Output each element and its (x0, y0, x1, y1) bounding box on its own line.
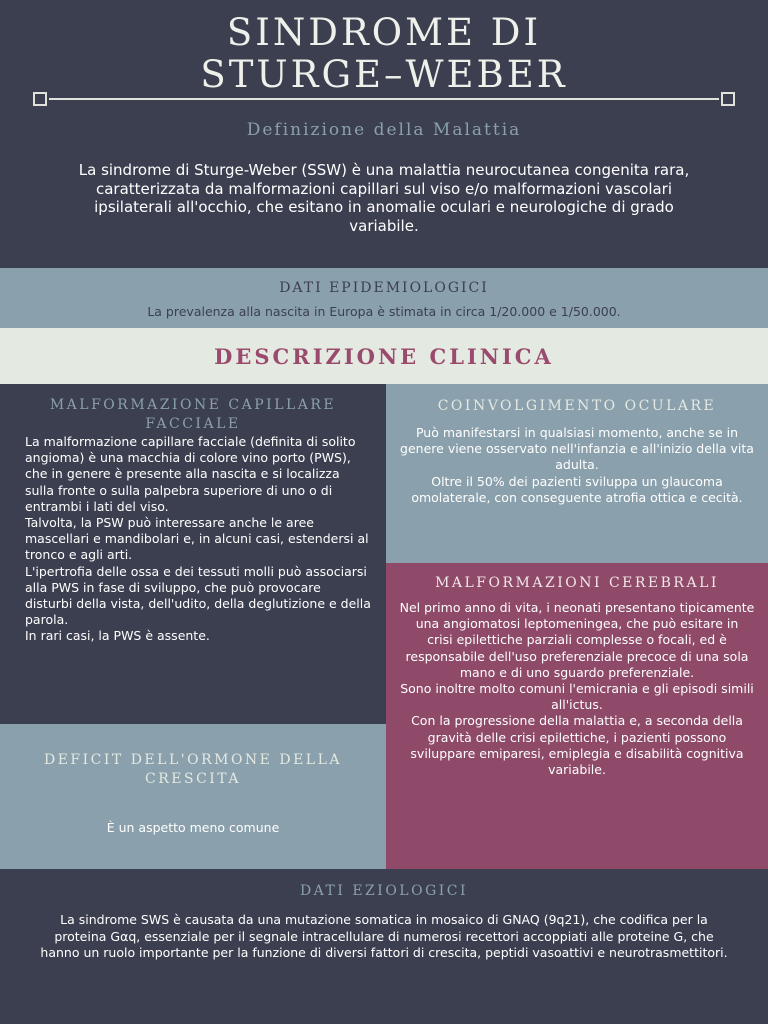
title-line-2: STURGE–WEBER (200, 53, 568, 96)
ocular-involvement-heading: COINVOLGIMENTO OCULARE (437, 398, 717, 414)
facial-malformation-text (0, 434, 386, 645)
epidemiology-text: La prevalenza alla nascita in Europa è stimata in circa 1/20.000 e 1/50.000. (147, 304, 621, 319)
facial-paragraph-1: La malformazione capillare facciale (definita di solito angioma) è una macchia di colore vino porto (PWS), che in genere è presente alla nascita e si localizza sulla fronte o sulla palpebra superiore di uno o di entrambi i lati del viso. (25, 434, 356, 514)
epidemiology-heading: DATI EPIDEMIOLOGICI (279, 280, 489, 296)
title-line-1: SINDROME DI (226, 11, 542, 54)
clinical-description-heading: DESCRIZIONE CLINICA (214, 344, 554, 369)
divider-line (49, 98, 719, 100)
ocular-involvement-panel (386, 384, 768, 563)
ocular-paragraph-2: Oltre il 50% dei pazienti sviluppa un glaucoma omolaterale, con conseguente atrofia ottica e cecità. (411, 473, 743, 505)
cerebral-malformations-panel (386, 563, 768, 869)
definition-text: La sindrome di Sturge-Weber (SSW) è una malattia neurocutanea congenita rara, caratterizzata da malformazioni capillari sul viso e/o malformazioni vascolari ipsilaterali all'occhio, che esitano in anomalie oculari e neurologiche di grado variabile. (78, 161, 690, 235)
growth-hormone-text: È un aspetto meno comune (106, 820, 280, 835)
etiology-section (0, 869, 768, 1024)
epidemiology-section (0, 268, 768, 328)
cerebral-paragraph-2: crisi epilettiche parziali complesse o focali, ed è responsabile dell'uso preferenziale precoce di una sola mano e di uno sguardo preferenziale. (405, 632, 749, 680)
etiology-heading: DATI EZIOLOGICI (299, 883, 469, 899)
facial-paragraph-4: In rari casi, la PWS è assente. (25, 628, 210, 644)
facial-malformation-panel (0, 384, 386, 724)
page-title (0, 12, 768, 96)
clinical-description-banner (0, 328, 768, 384)
ocular-involvement-text (386, 416, 768, 506)
cerebral-malformations-text (386, 593, 768, 778)
cerebral-malformations-heading: MALFORMAZIONI CEREBRALI (435, 575, 719, 591)
divider-square-left (33, 92, 47, 106)
cerebral-paragraph-1: Nel primo anno di vita, i neonati presentano tipicamente una angiomatosi leptomeningea, che può esitare in (399, 600, 755, 632)
facial-malformation-heading: MALFORMAZIONE CAPILLARE FACCIALE (49, 397, 337, 432)
header-section (0, 0, 768, 268)
definition-heading: Definizione della Malattia (246, 120, 522, 140)
etiology-text: La sindrome SWS è causata da una mutazione somatica in mosaico di GNAQ (9q21), che codifica per la proteina Gαq, essenziale per il segnale intracellulare di numerosi recettori accoppiati alle proteine G, che hanno un ruolo importante per la funzione di diversi fattori di crescita, peptidi vasoattivi e neurotrasmettitori. (40, 912, 728, 960)
facial-paragraph-2: Talvolta, la PSW può interessare anche le aree mascellari e mandibolari e, in alcuni casi, estendersi al tronco e agli arti. (25, 515, 369, 563)
growth-hormone-panel (0, 724, 386, 869)
ocular-paragraph-1: Può manifestarsi in qualsiasi momento, anche se in genere viene osservato nell'infanzia e all'inizio della vita adulta. (400, 425, 754, 473)
cerebral-paragraph-4: Con la progressione della malattia e, a seconda della gravità delle crisi epilettiche, i pazienti possono sviluppare emiparesi, emiplegia e disabilità cognitiva variabile. (410, 713, 744, 778)
divider-square-right (721, 92, 735, 106)
growth-hormone-heading: DEFICIT DELL'ORMONE DELLA CRESCITA (43, 752, 342, 787)
facial-paragraph-3: L'ipertrofia delle ossa e dei tessuti molli può associarsi alla PWS in fase di sviluppo, che può provocare disturbi della vista, dell'udito, della deglutizione e della parola. (25, 563, 371, 628)
title-divider (33, 92, 735, 106)
cerebral-paragraph-3: Sono inoltre molto comuni l'emicrania e gli episodi simili all'ictus. (400, 681, 754, 713)
